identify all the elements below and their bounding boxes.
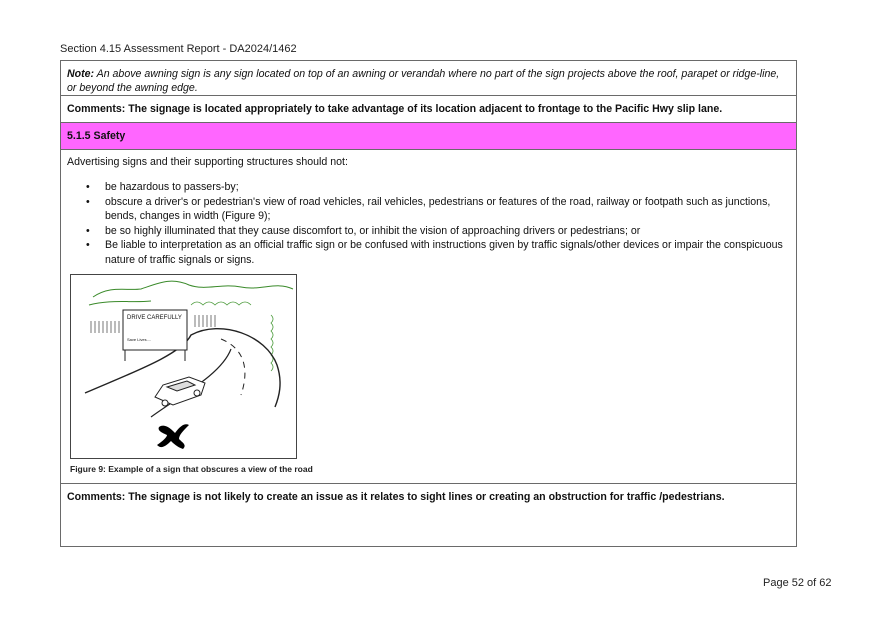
bullet-item [86, 238, 790, 267]
road-sign-illustration [71, 275, 296, 458]
sign-subtext: Save Lives.... [127, 337, 152, 342]
note-row [61, 61, 796, 96]
cross-mark-icon [157, 424, 189, 449]
page-number: Page 52 of 62 [763, 577, 832, 589]
bullet-text: be so highly illuminated that they cause discomfort to, or inhibit the vision of approaching drivers or pedestrians; or [105, 224, 641, 237]
note-label: Note: [67, 68, 95, 80]
bullet-dot-icon: • [86, 239, 90, 251]
bullet-dot-icon: • [86, 181, 90, 193]
page-header: Section 4.15 Assessment Report - DA2024/1462 [60, 43, 297, 55]
note-text: An above awning sign is any sign located on top of an awning or verandah where no part of the sign projects above the roof, parapet or ridge-line, or beyond the awning edge. [67, 68, 780, 94]
bullet-text: obscure a driver's or pedestrian's view of road vehicles, rail vehicles, pedestrians or features of the road, railway or footpath such as junctions, bends, changes in width (Figure 9); [105, 195, 771, 222]
assessment-table [60, 60, 797, 547]
comment-row-2: Comments: The signage is not likely to create an issue as it relates to sight lines or creating an obstruction for traffic /pedestrians. [67, 491, 725, 503]
section-heading: 5.1.5 Safety [61, 123, 796, 150]
bullet-list [67, 180, 790, 267]
bullet-dot-icon: • [86, 224, 90, 237]
bullet-dot-icon: • [86, 195, 90, 208]
figure-9-illustration [70, 274, 297, 459]
sign-text: DRIVE CAREFULLY [127, 315, 182, 321]
section-body [61, 150, 796, 484]
bullet-text: Be liable to interpretation as an official traffic sign or be confused with instructions given by traffic signals/other devices or impair the conspicuous nature of traffic signals or signs. [105, 239, 783, 266]
bullet-item [86, 224, 790, 239]
section-intro: Advertising signs and their supporting structures should not: [67, 156, 348, 168]
bullet-item [86, 195, 790, 224]
car-icon [155, 377, 205, 406]
bullet-text: be hazardous to passers-by; [105, 181, 239, 193]
figure-caption: Figure 9: Example of a sign that obscures a view of the road [70, 464, 313, 474]
bullet-item [86, 180, 790, 195]
comment-row-1: Comments: The signage is located appropriately to take advantage of its location adjacent to frontage to the Pacific Hwy slip lane. [61, 96, 796, 123]
